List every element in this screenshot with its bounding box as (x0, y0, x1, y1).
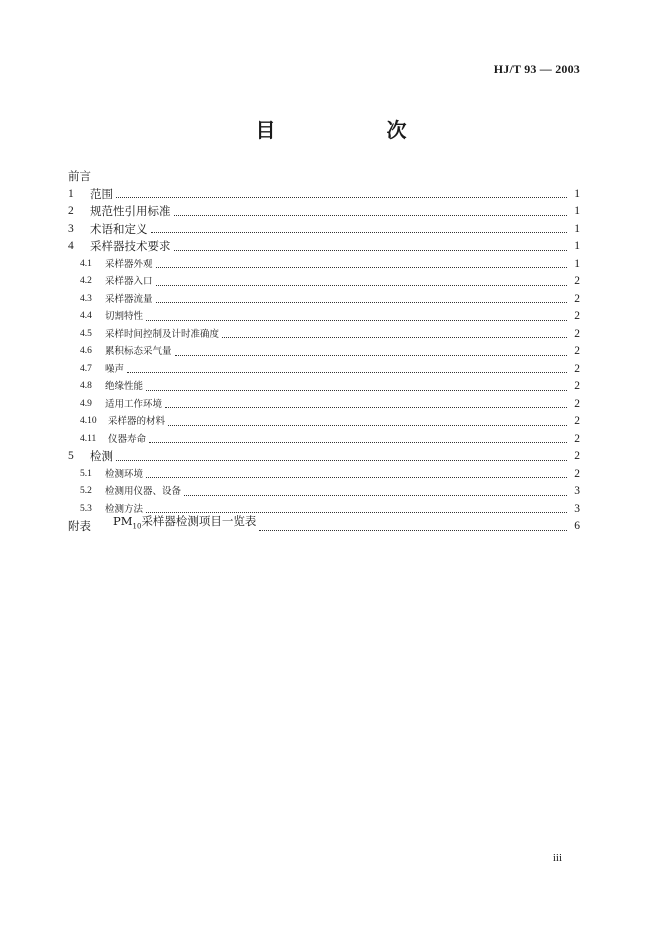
toc-dot-leader (184, 495, 567, 496)
toc-dot-leader (174, 215, 568, 216)
table-of-contents (68, 168, 580, 536)
toc-entry-number: 1 (68, 187, 74, 200)
toc-entry[interactable] (68, 396, 580, 414)
toc-dot-leader (174, 250, 568, 251)
toc-appendix-label (113, 513, 256, 536)
toc-entry-number: 4.1 (80, 258, 92, 269)
toc-entry-number: 4.3 (80, 293, 92, 304)
toc-dot-leader (146, 477, 567, 478)
toc-appendix[interactable] (68, 513, 580, 536)
toc-dot-leader (259, 530, 567, 531)
toc-entry-label: 采样器外观 (105, 258, 153, 270)
toc-entry-number: 4.5 (80, 328, 92, 339)
toc-entry[interactable] (68, 238, 580, 256)
toc-entry-number: 2 (68, 205, 74, 217)
toc-entry-label: 检测用仪器、设备 (105, 486, 182, 497)
page-number: iii (552, 852, 562, 864)
toc-entry[interactable] (68, 448, 580, 466)
toc-entry-number: 5.1 (80, 468, 92, 479)
toc-entry[interactable] (68, 483, 580, 501)
toc-dot-leader (175, 355, 567, 356)
toc-dot-leader (116, 460, 567, 461)
toc-entry-page: 2 (574, 327, 580, 340)
toc-entry-label: 采样器的材料 (108, 416, 166, 427)
toc-dot-leader (222, 337, 567, 338)
toc-dot-leader (168, 425, 567, 426)
toc-entry-page: 1 (574, 257, 580, 270)
toc-entry[interactable] (68, 203, 580, 221)
toc-dot-leader (149, 442, 567, 443)
toc-entry[interactable] (68, 186, 580, 204)
toc-entry-number: 4 (68, 240, 74, 252)
toc-entry-page: 2 (574, 450, 580, 462)
toc-dot-leader (116, 197, 567, 198)
toc-entry[interactable] (68, 326, 580, 344)
toc-dot-leader (146, 320, 567, 321)
toc-dot-leader (165, 407, 567, 408)
toc-entry-label: 采样器技术要求 (90, 239, 171, 253)
toc-entry-page: 3 (574, 485, 580, 497)
toc-entry-page: 2 (574, 275, 580, 287)
toc-entry-number: 5 (68, 450, 74, 462)
toc-entry-number: 4.8 (80, 381, 92, 391)
toc-entry-page: 2 (574, 467, 580, 480)
standard-code: HJ/T 93 — 2003 (493, 62, 580, 76)
toc-entry[interactable] (68, 361, 580, 379)
toc-dot-leader (156, 267, 567, 268)
toc-appendix-prefix: 附表 (68, 519, 91, 533)
toc-entry[interactable] (68, 466, 580, 484)
toc-entry-label: 检测方法 (105, 503, 144, 515)
toc-entry-number: 4.9 (80, 398, 92, 409)
toc-entry-number: 5.2 (80, 486, 92, 496)
toc-entry-label: 规范性引用标准 (90, 204, 171, 218)
toc-entry[interactable] (68, 343, 580, 361)
toc-entry-label: 累积标态采气量 (105, 346, 172, 357)
toc-entry-page: 2 (574, 397, 580, 410)
toc-dot-leader (127, 372, 567, 373)
toc-entry-page: 2 (574, 415, 580, 427)
toc-entry-label: 适用工作环境 (105, 398, 163, 410)
toc-entry-page: 2 (574, 380, 580, 392)
toc-entry-number: 4.11 (80, 433, 97, 444)
toc-entry-label: 检测 (90, 449, 113, 463)
toc-entry-label: 噪声 (105, 363, 125, 375)
toc-entry-label: 绝缘性能 (105, 381, 144, 392)
toc-entry[interactable] (68, 413, 580, 431)
toc-entry-number: 4.7 (80, 363, 92, 374)
toc-dot-leader (156, 302, 567, 303)
toc-dot-leader (151, 232, 568, 233)
toc-entry-label: 采样器入口 (105, 276, 153, 287)
toc-entry-page: 2 (574, 345, 580, 357)
toc-entry-number: 3 (68, 222, 74, 235)
toc-entry-page: 1 (574, 187, 580, 200)
toc-entry-number: 4.2 (80, 276, 92, 286)
toc-entry-page: 2 (574, 362, 580, 375)
toc-entry[interactable] (68, 221, 580, 239)
toc-entry-number: 4.10 (80, 416, 97, 426)
toc-dot-leader (156, 285, 567, 286)
toc-appendix-label-pm: PM (113, 513, 133, 528)
toc-entry-page: 1 (574, 222, 580, 235)
toc-entry-page: 1 (574, 240, 580, 252)
toc-entry-label: 术语和定义 (90, 221, 148, 236)
toc-entry[interactable] (68, 378, 580, 396)
toc-entry-page: 2 (574, 292, 580, 305)
toc-entry-label: 检测环境 (105, 468, 144, 480)
toc-entry[interactable] (68, 256, 580, 274)
toc-entry-label: 范围 (90, 186, 113, 201)
toc-entry-page: 3 (574, 502, 580, 515)
toc-entry-label: 切割特性 (105, 311, 144, 322)
toc-entry-page: 1 (574, 205, 580, 217)
toc-entry-label: 采样器流量 (105, 293, 153, 305)
toc-entry[interactable] (68, 291, 580, 309)
toc-appendix-page: 6 (574, 520, 580, 532)
toc-entry-label: 仪器寿命 (108, 433, 147, 445)
toc-entry[interactable] (68, 308, 580, 326)
toc-appendix-label-rest: 采样器检测项目一览表 (141, 513, 257, 528)
toc-entry-page: 2 (574, 432, 580, 445)
toc-foreword-label: 前言 (68, 169, 91, 183)
toc-entry-number: 4.4 (80, 311, 92, 321)
toc-appendix-label-subscript: 10 (132, 522, 142, 530)
toc-entry-page: 2 (574, 310, 580, 322)
toc-entry[interactable] (68, 273, 580, 291)
toc-entry-label: 采样时间控制及计时准确度 (105, 328, 220, 340)
toc-foreword[interactable] (68, 168, 580, 186)
toc-entry[interactable] (68, 431, 580, 449)
page-title: 目 次 (255, 118, 459, 142)
toc-entry-number: 4.6 (80, 346, 92, 356)
toc-entry-number: 5.3 (80, 503, 92, 514)
toc-dot-leader (146, 390, 567, 391)
